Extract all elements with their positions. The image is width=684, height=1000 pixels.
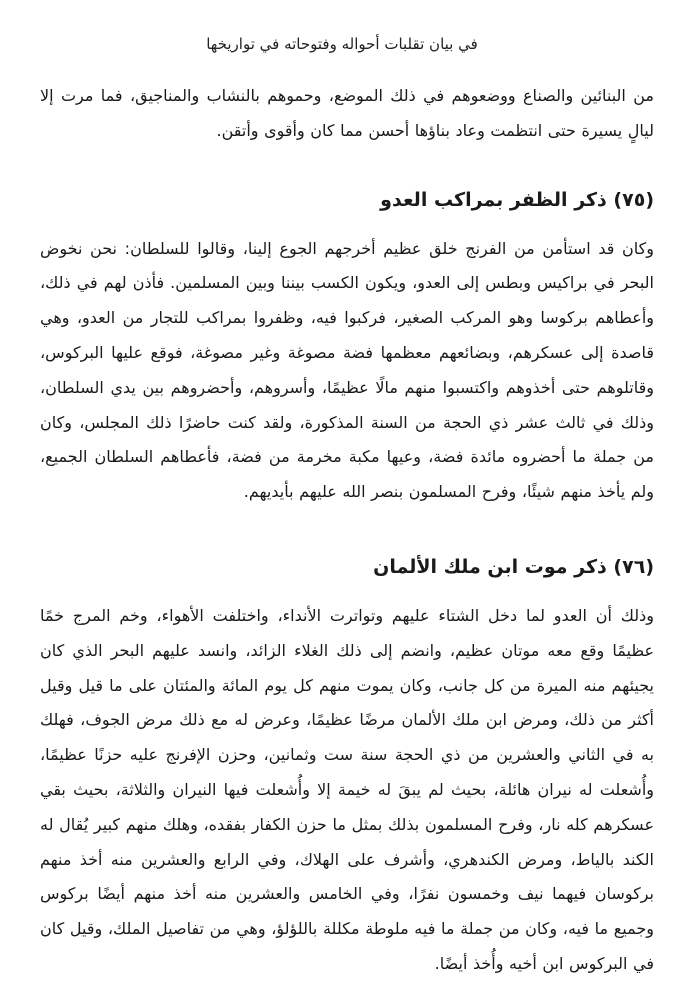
page-body (40, 79, 654, 982)
section-75-paragraph: وكان قد استأمن من الفرنج خلق عظيم أخرجهم الجوع إلينا، وقالوا للسلطان: نحن نخوض البحر في براكيس وبطس إلى العدو، ويكون الكسب بيننا وبين المسلمين. فأذن لهم في ذلك، وأعطاهم بركوسا وهو المركب الصغير، فركبوا فيه، وظفروا بمراكب للتجار من العدو، وهي قاصدة إلى عسكرهم، وبضائعهم معظمها فضة مصوغة وغير مصوغة، فوقع عليها البركوس، وقاتلوهم حتى أخذوهم واكتسبوا منهم مالًا عظيمًا، وأسروهم، وأحضروهم بين يدي السلطان، وذلك في ثالث عشر ذي الحجة من السنة المذكورة، ولقد كنت حاضرًا ذلك المجلس، وكان من جملة ما أحضروه مائدة فضة، وعيها مكبة مخرمة من فضة، فأعطاهم السلطان الجميع، ولم يأخذ منهم شيئًا، وفرح المسلمون بنصر الله عليهم بأيديهم. (40, 238, 654, 502)
section-heading-76: (٧٦) ذكر موت ابن ملك الألمان (373, 555, 654, 578)
running-header: في بيان تقلبات أحواله وفتوحاته في تواريخها (206, 35, 478, 53)
section-76-paragraph: وذلك أن العدو لما دخل الشتاء عليهم وتواترت الأنداء، واختلفت الأهواء، وخم المرج خمًا عظيمًا وقع معه موتان عظيم، وانضم إلى ذلك الغلاء الزائد، وانسد عليهم البحر الذي كان يجيئهم منه الميرة من كل جانب، وكان يموت منهم كل يوم المائة والمئتان على ما قيل وقيل أكثر من ذلك، ومرض ابن ملك الألمان مرضًا عظيمًا، وعرض له مع ذلك مرض الجوف، فهلك به في الثاني والعشرين من ذي الحجة سنة ست وثمانين، وحزن الإفرنج عليه حزنًا عظيمًا، وأُشعلت له نيران هائلة، بحيث لم يبقَ له خيمة إلا وأُشعلت فيها النيران والثلاثة، بحيث بقي عسكرهم كله نار، وفرح المسلمون بذلك بمثل ما حزن الكفار بفقده، وهلك منهم كبير يُقال له الكند بالياط، ومرض الكندهري، وأشرف على الهلاك، وفي الرابع والعشرين منه أخذ منهم بركوسان فيهما نيف وخمسون نفرًا، وفي الخامس والعشرين منه أخذ منهم أيضًا بركوس وجميع ما فيه، وكان من جملة ما فيه ملوطة مكللة باللؤلؤ، وهي من تفاصيل الملك، وقيل كان في البركوس ابن أخيه وأُخذ أيضًا. (40, 605, 654, 973)
opening-paragraph: من البنائين والصناع ووضعوهم في ذلك الموضع، وحموهم بالنشاب والمناجيق، فما مرت إلا ليالٍ يسيرة حتى انتظمت وعاد بناؤها أحسن مما كان وأقوى وأتقن. (40, 86, 654, 140)
section-heading-75: (٧٥) ذكر الظفر بمراكب العدو (380, 188, 654, 211)
